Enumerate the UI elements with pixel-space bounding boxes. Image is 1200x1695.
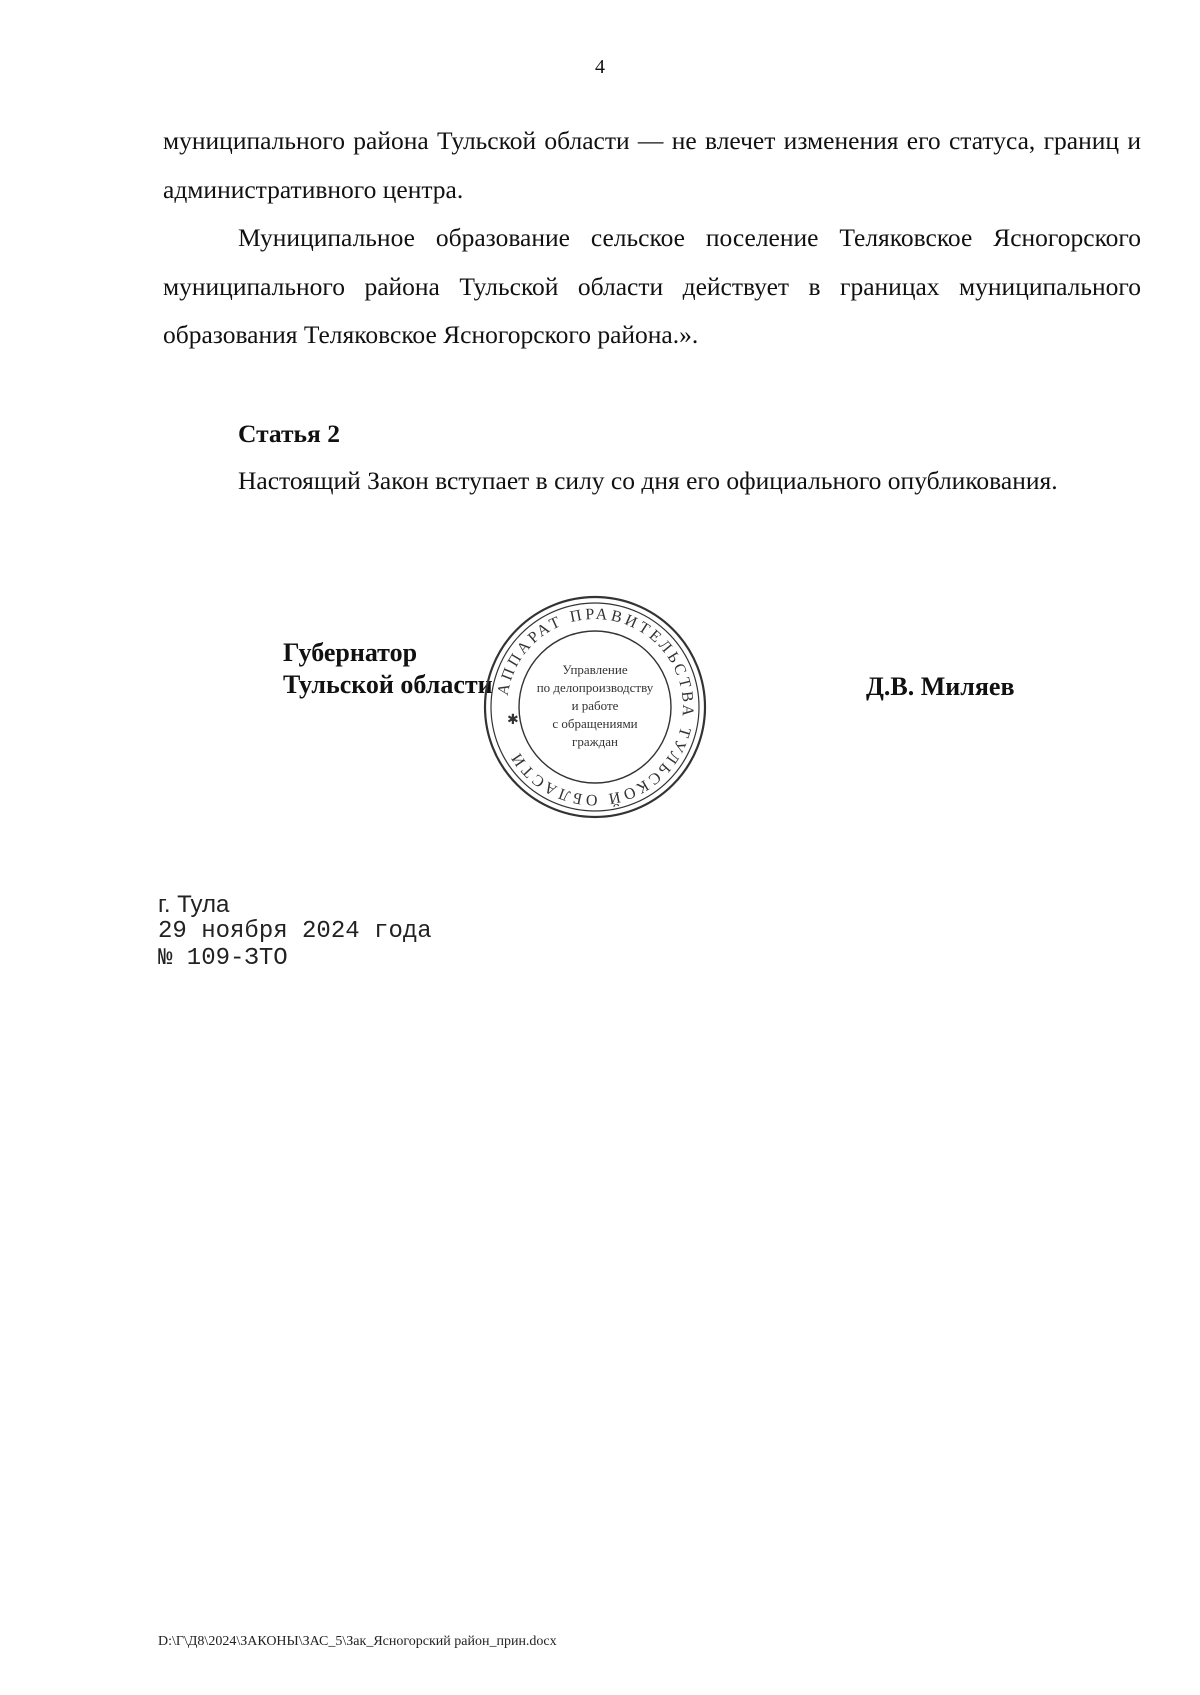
page-number: 4 xyxy=(595,56,605,78)
footer-file-path: D:\Г\Д8\2024\ЗАКОНЫ\ЗАС_5\Зак_Ясногорский район_прин.docx xyxy=(158,1634,557,1649)
signatory-title-line2: Тульской области xyxy=(283,670,493,699)
paragraph-text: Муниципальное образование сельское поселение Теляковское Ясногорского муниципального района Тульской области действует в границах муниципального образования Теляковское Ясногорского района.». xyxy=(163,223,1141,349)
signatory-title-line1: Губернатор xyxy=(283,638,418,667)
stamp-star-icon: ✱ xyxy=(507,713,519,728)
signatory-name: Д.В. Миляев xyxy=(866,672,1015,701)
paragraph-text: Настоящий Закон вступает в силу со дня его официального опубликования. xyxy=(238,466,1058,495)
stamp-line: Управление xyxy=(562,662,628,677)
paragraph-text: муниципального района Тульской области — не влечет изменения его статуса, границ и административного центра. xyxy=(163,126,1141,204)
stamp-line: с обращениями xyxy=(552,716,638,731)
stamp-line: граждан xyxy=(572,734,618,749)
stamp-line: и работе xyxy=(571,698,619,713)
date-line: 29 ноября 2024 года xyxy=(158,918,432,945)
paragraph-territory xyxy=(163,214,1141,360)
signatory-title xyxy=(283,637,493,701)
city-line: г. Тула xyxy=(158,891,230,918)
official-stamp xyxy=(480,592,710,822)
stamp-line: по делопроизводству xyxy=(536,680,654,695)
article-heading: Статья 2 xyxy=(238,419,340,448)
paragraph-entry-into-force xyxy=(163,457,1141,506)
stamp-ring-text: АППАРАТ ПРАВИТЕЛЬСТВА ТУЛЬСКОЙ ОБЛАСТИ xyxy=(494,605,697,809)
law-number: № 109-ЗТО xyxy=(158,945,288,972)
paragraph-continuation xyxy=(163,117,1141,214)
